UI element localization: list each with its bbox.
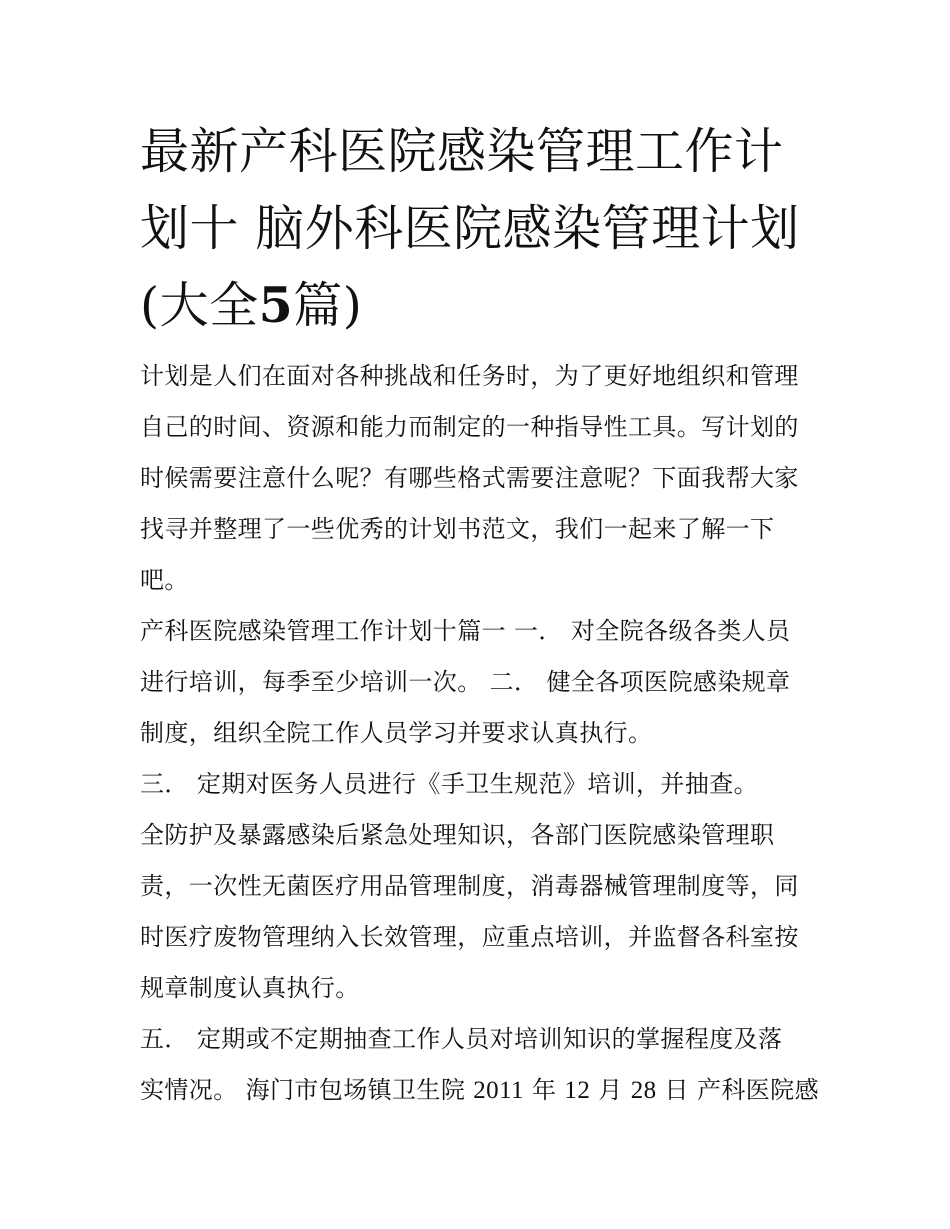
title-open: (大全 — [140, 277, 259, 334]
body-line: 产科医院感染管理工作计划十篇一 一． 对全院各级各类人员 — [140, 617, 791, 645]
date-month: 12 — [564, 1077, 591, 1104]
date-year: 2011 — [473, 1077, 524, 1104]
body-line: 规章制度认真执行。 — [140, 974, 360, 1002]
body-line: 责，一次性无菌医疗用品管理制度，消毒器械管理制度等，同 — [140, 872, 799, 900]
body-line: 三． 定期对医务人员进行《手卫生规范》培训，并抽查。 — [140, 770, 759, 798]
body-line: 找寻并整理了一些优秀的计划书范文，我们一起来了解一下 — [140, 515, 775, 543]
title-line: 划十 脑外科医院感染管理计划 — [140, 200, 800, 257]
last-line-text: 月 — [590, 1076, 631, 1104]
body-line: 时医疗废物管理纳入长效管理，应重点培训，并监督各科室按 — [140, 923, 799, 951]
body-line: 全防护及暴露感染后紧急处理知识，各部门医院感染管理职 — [140, 821, 775, 849]
document-title — [140, 113, 820, 344]
last-line-text: 年 — [523, 1076, 565, 1104]
body-line: 计划是人们在面对各种挑战和任务时，为了更好地组织和管理 — [140, 362, 799, 390]
body-line: 制度，组织全院工作人员学习并要求认真执行。 — [140, 719, 653, 747]
body-line: 进行培训，每季至少培训一次。 二． 健全各项医院感染规章 — [140, 668, 791, 696]
body-line-last — [140, 1065, 820, 1116]
body-line: 吧。 — [140, 566, 189, 594]
title-tail: 篇) — [293, 277, 363, 334]
last-line-text: 实情况。 海门市包场镇卫生院 — [140, 1076, 474, 1104]
body-line: 自己的时间、资源和能力而制定的一种指导性工具。写计划的 — [140, 413, 799, 441]
title-line: 最新产科医院感染管理工作计 — [140, 123, 784, 180]
last-line-text: 日 产科医院感 — [656, 1076, 819, 1104]
body-line: 五． 定期或不定期抽查工作人员对培训知识的掌握程度及落 — [140, 1025, 783, 1053]
body-line: 时候需要注意什么呢？有哪些格式需要注意呢？下面我帮大家 — [140, 464, 799, 492]
document-body — [140, 351, 820, 1116]
title-number: 5 — [258, 276, 294, 334]
title-line — [140, 267, 820, 344]
date-day: 28 — [630, 1077, 657, 1104]
